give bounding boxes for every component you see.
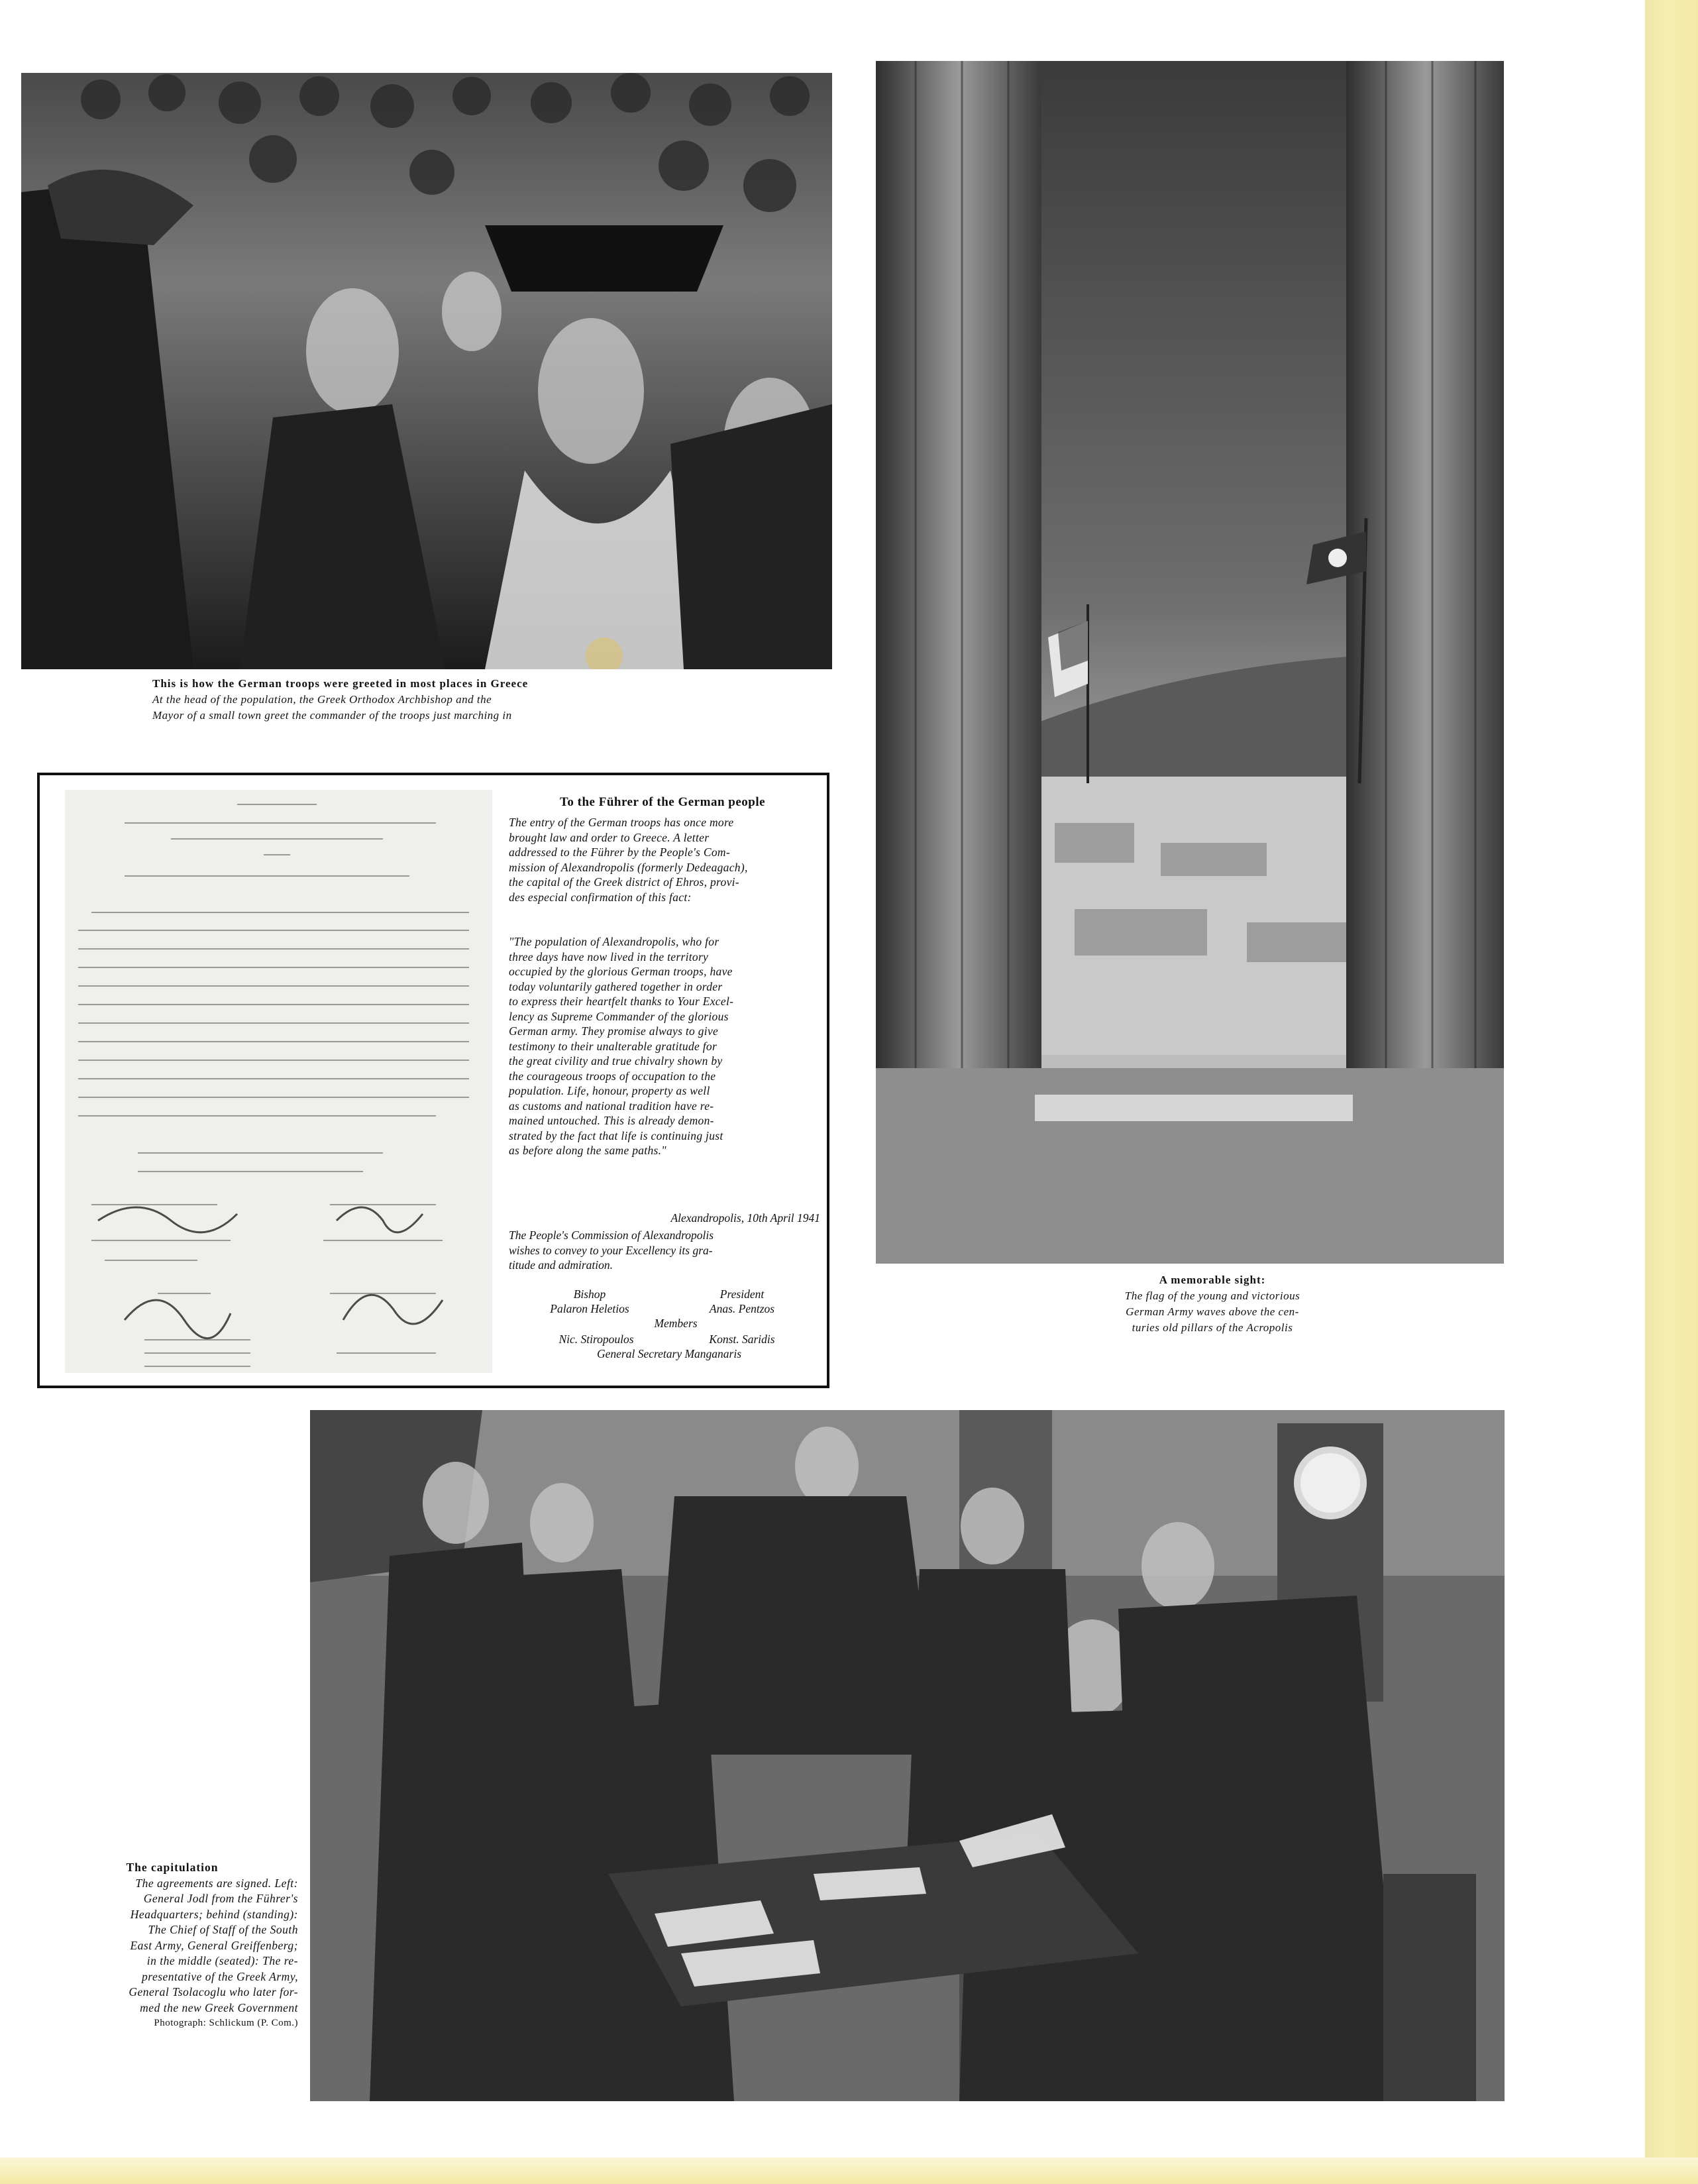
letter-quote-line: lency as Supreme Commander of the glorious [509, 1009, 729, 1023]
scan-page-bottom [0, 2157, 1698, 2184]
acropolis-caption [1047, 1272, 1378, 1336]
letter-quote-line: today voluntarily gathered together in order [509, 979, 723, 993]
capitulation-caption-line: General Jodl from the Führer's [143, 1892, 298, 1905]
letter-quote-line: the courageous troops of occupation to the [509, 1069, 716, 1083]
letter-quote-line: German army. They promise always to give [509, 1024, 719, 1038]
acropolis-caption-line: The flag of the young and victorious [1124, 1289, 1300, 1302]
capitulation-caption-line: Headquarters; behind (standing): [130, 1907, 298, 1921]
bishop-name: Palaron Heletios [550, 1302, 629, 1315]
greek-letter-facsimile [65, 790, 492, 1373]
letter-quote-line: three days have now lived in the territory [509, 950, 709, 963]
letter-quote [509, 934, 820, 1158]
letter-title: To the Führer of the German people [559, 795, 766, 809]
photo-capitulation [310, 1410, 1505, 2101]
photo-credit: Photograph: Schlickum (P. Com.) [154, 2018, 298, 2028]
letter-quote-line: as before along the same paths." [509, 1144, 666, 1157]
letter-quote-line: population. Life, honour, property as well [509, 1084, 710, 1097]
crowd-caption-line: Mayor of a small town greet the commander of the troops just marching in [152, 709, 512, 722]
crowd-caption-title: This is how the German troops were greeted in most places in Greece [152, 677, 529, 690]
letter-closing-line: The People's Commission of Alexandropolis [509, 1228, 714, 1242]
letter-intro-line: The entry of the German troops has once more [509, 816, 734, 829]
photo-acropolis [876, 61, 1504, 1264]
capitulation-caption-line: The agreements are signed. Left: [135, 1876, 298, 1890]
letter-quote-line: testimony to their unalterable gratitude for [509, 1039, 717, 1053]
capitulation-caption-line: med the new Greek Government [140, 2000, 298, 2014]
president-role: President [719, 1287, 765, 1301]
capitulation-caption-line: General Tsolacoglu who later for- [129, 1985, 298, 1998]
scan-page-edge [1645, 0, 1698, 2184]
bishop-role: Bishop [573, 1287, 606, 1301]
letter-intro-line: the capital of the Greek district of Ehros, provi- [509, 875, 739, 889]
letter-date: Alexandropolis, 10th April 1941 [670, 1211, 820, 1225]
capitulation-caption-title: The capitulation [126, 1861, 219, 1874]
capitulation-caption-line: in the middle (seated): The re- [146, 1954, 298, 1967]
letter-quote-line: strated by the fact that life is continuing just [509, 1128, 723, 1142]
letter-quote-line: "The population of Alexandropolis, who for [509, 935, 719, 948]
members-label: Members [654, 1317, 698, 1330]
letter-closing-line: titude and admiration. [509, 1258, 613, 1272]
capitulation-caption-line: presentative of the Greek Army, [142, 1969, 298, 1983]
general-secretary: General Secretary Manganaris [596, 1347, 742, 1360]
acropolis-caption-title: A memorable sight: [1159, 1274, 1266, 1286]
crowd-caption-line: At the head of the population, the Greek Orthodox Archbishop and the [152, 693, 492, 706]
letter-quote-line: occupied by the glorious German troops, have [509, 965, 733, 978]
letter-quote-line: mained untouched. This is already demon- [509, 1114, 714, 1127]
letter-box [37, 773, 829, 1388]
member-saridis: Konst. Saridis [709, 1333, 775, 1346]
letter-intro-line: des especial confirmation of this fact: [509, 890, 692, 904]
member-stiropoulos: Nic. Stiropoulos [558, 1333, 634, 1346]
letter-intro-line: brought law and order to Greece. A letter [509, 830, 710, 844]
capitulation-caption-line: The Chief of Staff of the South [148, 1923, 298, 1936]
acropolis-caption-line: turies old pillars of the Acropolis [1132, 1321, 1293, 1334]
letter-closing-line: wishes to convey to your Excellency its gra- [509, 1243, 713, 1257]
capitulation-caption-line: East Army, General Greiffenberg; [130, 1938, 298, 1952]
letter-intro [509, 815, 820, 904]
crowd-caption [152, 676, 749, 724]
acropolis-caption-line: German Army waves above the cen- [1126, 1305, 1299, 1318]
letter-quote-line: as customs and national tradition have re- [509, 1099, 714, 1113]
capitulation-caption [46, 1860, 298, 2032]
letter-quote-line: to express their heartfelt thanks to Your Excel- [509, 995, 734, 1008]
letter-intro-line: mission of Alexandropolis (formerly Dedeagach), [509, 860, 748, 874]
letter-closing [509, 1228, 820, 1273]
president-name: Anas. Pentzos [709, 1302, 775, 1315]
signatory-bishop [523, 1287, 656, 1316]
letter-intro-line: addressed to the Führer by the People's Com- [509, 846, 730, 859]
signatory-president [676, 1287, 808, 1316]
letter-quote-line: the great civility and true chivalry shown by [509, 1054, 723, 1067]
photo-crowd-greeting [21, 73, 832, 669]
